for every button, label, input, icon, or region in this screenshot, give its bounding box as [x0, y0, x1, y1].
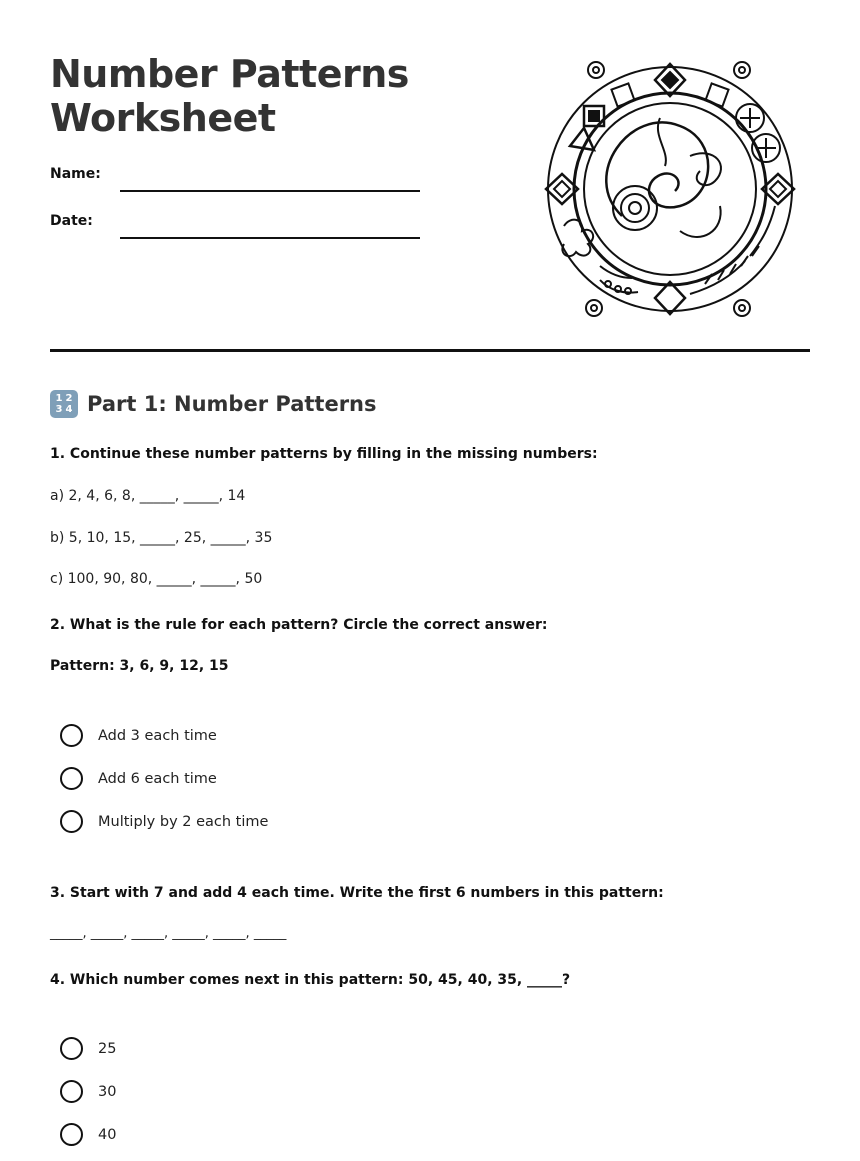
option-label: Multiply by 2 each time [98, 813, 269, 830]
q4-option-c[interactable] [60, 1123, 116, 1146]
option-label: 40 [98, 1126, 117, 1143]
radio-circle-icon[interactable] [60, 724, 83, 747]
q2-option-c[interactable] [60, 810, 268, 833]
date-line[interactable] [120, 237, 420, 239]
question-2-pattern: Pattern: 3, 6, 9, 12, 15 [50, 658, 229, 674]
radio-circle-icon[interactable] [60, 1123, 83, 1146]
title-line-1: Number Patterns [50, 52, 409, 96]
date-field[interactable] [50, 213, 420, 229]
name-field[interactable] [50, 166, 420, 182]
radio-circle-icon[interactable] [60, 1080, 83, 1103]
radio-circle-icon[interactable] [60, 1037, 83, 1060]
name-line[interactable] [120, 190, 420, 192]
title-line-2: Worksheet [50, 96, 276, 140]
radio-circle-icon[interactable] [60, 810, 83, 833]
q4-option-b[interactable] [60, 1080, 116, 1103]
option-label: Add 3 each time [98, 727, 217, 744]
part1-title: Part 1: Number Patterns [87, 392, 377, 416]
header-divider [50, 349, 810, 352]
date-label: Date: [50, 213, 93, 229]
question-1c[interactable]: c) 100, 90, 80, _____, _____, 50 [50, 571, 263, 587]
q2-option-b[interactable] [60, 767, 217, 790]
question-1a[interactable]: a) 2, 4, 6, 8, _____, _____, 14 [50, 488, 246, 504]
option-label: Add 6 each time [98, 770, 217, 787]
question-3-blanks[interactable]: _____, _____, _____, _____, _____, _____ [50, 926, 287, 941]
question-2: 2. What is the rule for each pattern? Circle the correct answer: [50, 617, 548, 633]
radio-circle-icon[interactable] [60, 767, 83, 790]
part1-heading [50, 390, 377, 418]
numbers-icon: 1 2 3 4 [50, 390, 78, 418]
question-1: 1. Continue these number patterns by filling in the missing numbers: [50, 446, 598, 462]
mandala-emblem-icon [540, 56, 800, 322]
question-3: 3. Start with 7 and add 4 each time. Write the first 6 numbers in this pattern: [50, 885, 664, 901]
name-label: Name: [50, 166, 101, 182]
option-label: 25 [98, 1040, 117, 1057]
q4-option-a[interactable] [60, 1037, 116, 1060]
q2-option-a[interactable] [60, 724, 217, 747]
question-4: 4. Which number comes next in this pattern: 50, 45, 40, 35, _____? [50, 972, 571, 988]
option-label: 30 [98, 1083, 117, 1100]
question-1b[interactable]: b) 5, 10, 15, _____, 25, _____, 35 [50, 530, 273, 546]
worksheet-title [50, 52, 409, 140]
